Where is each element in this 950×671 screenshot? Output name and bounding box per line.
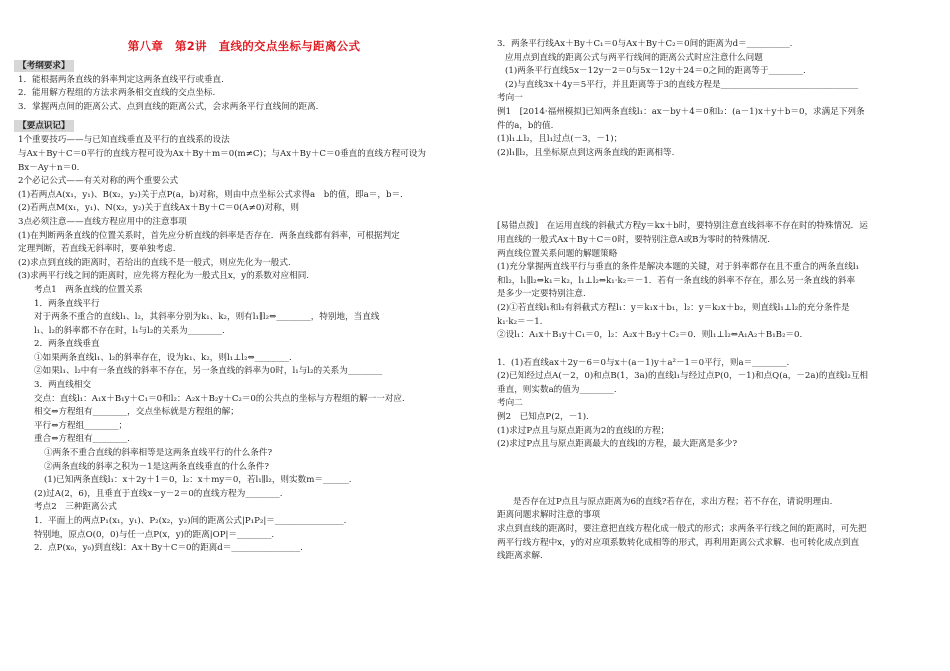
text-line: 应用点到直线的距离公式与两平行线间的距离公式时应注意什么问题	[505, 52, 763, 63]
text-line: 2个必记公式——有关对称的两个重要公式	[18, 176, 179, 187]
text-line: 对于两条不重合的直线l₁、l₂，其斜率分别为k₁、k₂，则有l₁∥l₂⇔________，特别地，当直线	[34, 312, 380, 323]
text-line: 1．两条直线平行	[34, 298, 100, 309]
section-heading: 考点1 两条直线的位置关系	[34, 284, 143, 295]
example-text: (1)l₁⊥l₂，且l₁过点(－3，－1)；	[497, 134, 623, 145]
text-line: ②设l₁：A₁x＋B₁y＋C₁＝0，l₂：A₂x＋B₂y＋C₂＝0．则l₁⊥l₂⇔A₁A₂＋B₁B₂＝0.	[497, 330, 803, 341]
text-line: 是多少一定要特别注意.	[497, 289, 586, 300]
text-line: 交点：直线l₁：A₁x＋B₁y＋C₁＝0和l₂：A₂x＋B₂y＋C₂＝0的公共点的坐标与方程组的解一一对应.	[34, 393, 405, 404]
text-line: 两直线位置关系问题的解题策略	[497, 248, 618, 259]
text-line: 3点必须注意——直线方程应用中的注意事项	[18, 216, 187, 227]
text-line: 距离问题求解时注意的事项	[497, 510, 601, 521]
example-text: 例1 [2014·福州模拟]已知两条直线l₁：ax－by＋4＝0和l₂：(a－1)x＋y＋b＝0，求满足下列条	[497, 106, 865, 117]
text-line: ①两条不重合直线的斜率相等是这两条直线平行的什么条件?	[44, 448, 273, 459]
text-line: (1)两条平行直线5x－12y－2＝0与5x－12y＋24＝0之间的距离等于________.	[505, 66, 806, 77]
section-heading: 考点2 三种距离公式	[34, 502, 117, 513]
exam-item: 1．能根据两条直线的斜率判定这两条直线平行或垂直.	[18, 74, 224, 85]
exam-item: 2．能用解方程组的方法求两条相交直线的交点坐标.	[18, 88, 216, 99]
text-line: 线距离求解.	[497, 551, 543, 562]
left-column	[14, 0, 474, 556]
text-line: 1个重要技巧——与已知直线垂直及平行的直线系的设法	[18, 135, 230, 146]
exam-requirements-header: 【考纲要求】	[14, 60, 74, 72]
example-text: 例2 已知点P(2，－1).	[497, 412, 589, 423]
text-line: 平行⇔方程组________；	[34, 420, 128, 431]
text-line: (1)充分掌握两直线平行与垂直的条件是解决本题的关键，对于斜率都存在且不重合的两条直线l₁	[497, 262, 860, 273]
example-text: (2)求过P点且与原点距离最大的直线l的方程，最大距离是多少?	[497, 439, 738, 450]
text-line: 相交⇔方程组有________，交点坐标就是方程组的解；	[34, 407, 239, 418]
section-heading: 考向二	[497, 398, 523, 409]
text-line: k₁·k₂＝－1.	[497, 316, 543, 327]
text-line: 3．两条平行线Ax＋By＋C₁＝0与Ax＋By＋C₂＝0间的距离为d＝__________.	[497, 39, 793, 49]
example-text: (2)l₁∥l₂，且坐标原点到这两条直线的距离相等.	[497, 147, 675, 158]
key-points-header: 【要点识记】	[14, 120, 74, 132]
text-line: 两平行线方程中x，y的对应项系数转化成相等的形式，再利用距离公式求解．也可转化成点到直	[497, 537, 860, 548]
text-line: 2．两条直线垂直	[34, 339, 100, 350]
text-line: 特别地，原点O(0，0)与任一点P(x，y)的距离|OP|＝________.	[34, 529, 275, 540]
text-line: 与Ax＋By＋C＝0平行的直线方程可设为Ax＋By＋m＝0(m≠C)；与Ax＋By＋C＝0垂直的直线方程可设为	[18, 148, 427, 159]
tip-text: [易错点拨] 在运用直线的斜截式方程y＝kx＋b时，要特别注意直线斜率不存在时的特殊情况．运	[497, 221, 868, 232]
text-line: Bx－Ay＋n＝0.	[18, 162, 80, 173]
text-line: (1)已知两条直线l₁：x＋2y＋1＝0，l₂：x＋my＝0，若l₁∥l₂，则实数m＝______.	[44, 475, 352, 486]
section-heading: 考向一	[497, 93, 523, 104]
exercise-text: 垂直，则实数a的值为________.	[497, 384, 617, 395]
text-line: (1)在判断两条直线的位置关系时，首先应分析直线的斜率是否存在．两条直线都有斜率，可根据判定	[18, 230, 400, 241]
text-line: (2)过A(2，6)，且垂直于直线x－y－2＝0的直线方程为________.	[34, 488, 283, 499]
text-line: l₁、l₂的斜率都不存在时，l₁与l₂的关系为________.	[34, 325, 225, 336]
text-line: 和l₂，l₁∥l₂⇔k₁＝k₂，l₁⊥l₂⇔k₁·k₂＝－1．若有一条直线的斜率不存在，那么另一条直线的斜率	[497, 275, 856, 286]
text-line: (2)求点到直线的距离时，若给出的直线不是一般式，则应先化为一般式.	[18, 257, 291, 268]
exercise-text: (2)已知经过点A(－2，0)和点B(1，3a)的直线l₁与经过点P(0，－1)和点Q(a，－2a)的直线l₂互相	[497, 371, 869, 382]
text-line: ①如果两条直线l₁、l₂的斜率存在，设为k₁、k₂，则l₁⊥l₂⇔________.	[34, 352, 292, 363]
text-line: 求点到直线的距离时，要注意把直线方程化成一般式的形式；求两条平行线之间的距离时，可先把	[497, 524, 867, 535]
text-line: 1．平面上的两点P₁(x₁，y₁)、P₂(x₂，y₂)间的距离公式|P₁P₂|＝________________.	[34, 516, 347, 526]
text-line: 2．点P(x₀，y₀)到直线l：Ax＋By＋C＝0的距离d＝________________.	[34, 543, 303, 554]
text-line: (2)①若直线l₁和l₂有斜截式方程l₁：y＝k₁x＋b₁，l₂：y＝k₂x＋b₂，则直线l₁⊥l₂的充分条件是	[497, 302, 850, 313]
text-line: 3．两直线相交	[34, 380, 92, 391]
text-line: ②如果l₁、l₂中有一条直线的斜率不存在，另一条直线的斜率为0时，l₁与l₂的关系为________	[34, 366, 383, 377]
example-text: 件的a，b的值.	[497, 120, 554, 131]
right-column	[493, 38, 938, 564]
text-line: (1)若两点A(x₁，y₁)、B(x₂，y₂)关于点P(a，b)对称，则由中点坐标公式求得a b的值，即a＝，b＝.	[18, 189, 403, 200]
text-line: (3)求两平行线之间的距离时，应先将方程化为一般式且x，y的系数对应相同.	[18, 271, 310, 282]
text-line: (2)若两点M(x₁，y₁)、N(x₂，y₂)关于直线Ax＋By＋C＝0(A≠0)对称，则	[18, 203, 300, 214]
text-line: ②两条直线的斜率之积为－1是这两条直线垂直的什么条件?	[44, 461, 269, 472]
example-text: 是否存在过P点且与原点距离为6的直线?若存在，求出方程；若不存在，请说明理由.	[513, 496, 833, 507]
tip-text: 用直线的一般式Ax＋By＋C＝0时，要特别注意A或B为零时的特殊情况.	[497, 234, 770, 245]
exercise-text: 1．(1)若直线ax＋2y－6＝0与x＋(a－1)y＋a²－1＝0平行，则a＝________.	[497, 357, 790, 368]
exam-item: 3．掌握两点间的距离公式、点到直线的距离公式，会求两条平行直线间的距离.	[18, 101, 319, 112]
page-title: 第八章 第2讲 直线的交点坐标与距离公式	[127, 39, 361, 53]
text-line: 重合⇔方程组有________.	[34, 434, 130, 445]
text-line: (2)与直线3x＋4y＝5平行，并且距离等于3的直线方程是________________________________	[505, 79, 859, 90]
text-line: 定理判断，若直线无斜率时，要单独考虑.	[18, 244, 176, 255]
example-text: (1)求过P点且与原点距离为2的直线l的方程；	[497, 425, 670, 436]
